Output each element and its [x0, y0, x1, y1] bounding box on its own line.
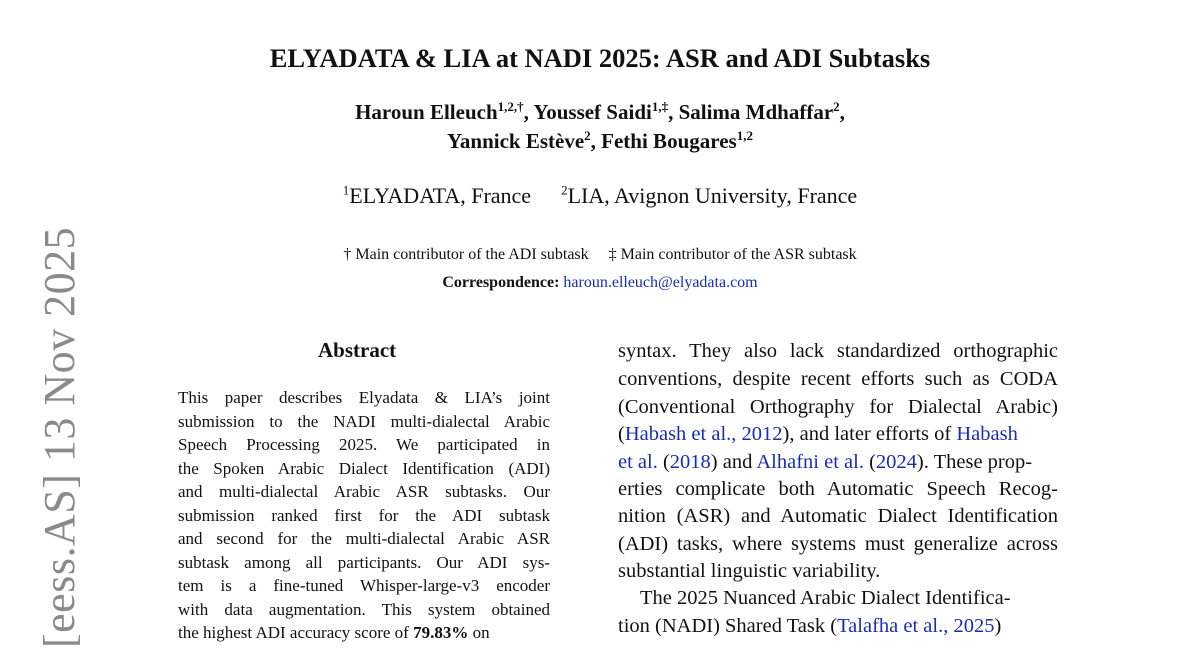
body-line: The 2025 Nuanced Arabic Dialect Identifica- — [640, 587, 1011, 609]
body-line — [618, 613, 1058, 639]
note-adi: † Main contributor of the ADI subtask — [343, 246, 589, 263]
citation-year-2018[interactable]: 2018 — [669, 451, 711, 473]
body-text: ( — [662, 451, 670, 473]
author-name: Youssef Saidi — [533, 100, 652, 124]
author-affil-mark: 1,‡ — [651, 99, 669, 114]
body-line: conventions, despite recent efforts such as CODA — [618, 368, 1058, 390]
affil-mark: 1 — [342, 182, 350, 198]
citation-link-habash-2018-cont[interactable]: et al. — [618, 451, 658, 473]
citation-link-habash-2012[interactable]: Habash et al., 2012 — [624, 423, 783, 445]
citation-link-talafha-2025[interactable]: Talafha et al., 2025 — [837, 615, 995, 637]
contribution-notes — [0, 245, 1200, 265]
body-text: tion (NADI) Shared Task ( — [618, 615, 838, 637]
affiliation-1: ELYADATA, France — [349, 183, 532, 208]
body-line: erties complicate both Automatic Speech Recog- — [618, 478, 1058, 500]
citation-link-habash-2018[interactable]: Habash — [956, 423, 1018, 445]
body-line: syntax. They also lack standardized orthographic — [618, 340, 1058, 362]
abstract-text: the highest ADI accuracy score of — [178, 623, 409, 642]
body-line: (ADI) tasks, where systems must generalize across — [618, 533, 1058, 555]
body-text: ), and later efforts of — [782, 423, 952, 445]
correspondence-label: Correspondence: — [442, 274, 560, 291]
citation-year-2024[interactable]: 2024 — [875, 451, 917, 473]
body-text: ( — [618, 423, 625, 445]
abstract-line: and second for the multi-dialectal Arabic ASR — [178, 529, 550, 548]
abstract-line: submission ranked first for the ADI subtask — [178, 505, 550, 525]
note-asr: ‡ Main contributor of the ASR subtask — [608, 246, 857, 263]
abstract-heading: Abstract — [318, 338, 397, 362]
paper-title: ELYADATA & LIA at NADI 2025: ASR and ADI Subtasks — [269, 43, 931, 73]
correspondence-email-link[interactable]: haroun.elleuch@elyadata.com — [563, 274, 758, 291]
abstract-line: This paper describes Elyadata & LIA’s joint — [178, 388, 550, 407]
body-text: ) — [994, 615, 1002, 637]
abstract-line: submission to the NADI multi-dialectal Arabic — [178, 411, 550, 431]
body-text: ) and — [710, 451, 753, 473]
affiliation-2: LIA, Avignon University, France — [567, 183, 858, 208]
author-list: Haroun Elleuch$^{1,2,\dagger}$, Youssef Saidi$^{1,\ddagger}$, Salima Mdhaffar$^2$, Yannick Estève$^2$, Fethi Bougares$^{1,2}$ — [355, 99, 845, 153]
body-line: substantial linguistic variability. — [618, 560, 881, 582]
abstract-line: tem is a fine-tuned Whisper-large-v3 encoder — [178, 576, 550, 595]
author-affil-mark: 2 — [584, 128, 591, 143]
abstract-line: Speech Processing 2025. We participated in — [178, 435, 550, 454]
abstract-line: with data augmentation. This system obtained — [178, 599, 550, 619]
abstract-line: the Spoken Arabic Dialect Identification (ADI) — [178, 458, 550, 478]
affiliations — [0, 182, 1200, 210]
abstract-text: on — [472, 623, 490, 642]
author-affil-mark: 1,2,† — [497, 99, 524, 114]
author-affil-mark: 1,2 — [736, 128, 753, 143]
body-line — [618, 449, 1058, 475]
abstract-line: and multi-dialectal Arabic ASR subtasks. Our — [178, 482, 550, 501]
adi-accuracy-value: 79.83% — [413, 623, 469, 642]
author-name: Salima Mdhaffar — [678, 100, 834, 124]
citation-link-alhafni-2024[interactable]: Alhafni et al. — [756, 451, 864, 473]
arxiv-side-stamp: [eess.AS] 13 Nov 2025 — [35, 226, 84, 648]
body-text: ( — [869, 451, 876, 473]
affil-mark: 2 — [561, 182, 568, 198]
body-line: nition (ASR) and Automatic Dialect Identification — [618, 505, 1058, 527]
author-name: Fethi Bougares — [601, 129, 737, 153]
abstract-line: subtask among all participants. Our ADI sys- — [178, 552, 550, 572]
abstract-line — [178, 621, 550, 645]
author-affil-mark: 2 — [833, 99, 840, 114]
author-name: Haroun Elleuch — [355, 100, 498, 124]
body-line — [618, 421, 1058, 447]
correspondence — [0, 273, 1200, 293]
body-line: (Conventional Orthography for Dialectal Arabic) — [618, 396, 1058, 418]
body-text: ). These prop- — [916, 451, 1033, 473]
author-name: Yannick Estève — [447, 129, 585, 153]
